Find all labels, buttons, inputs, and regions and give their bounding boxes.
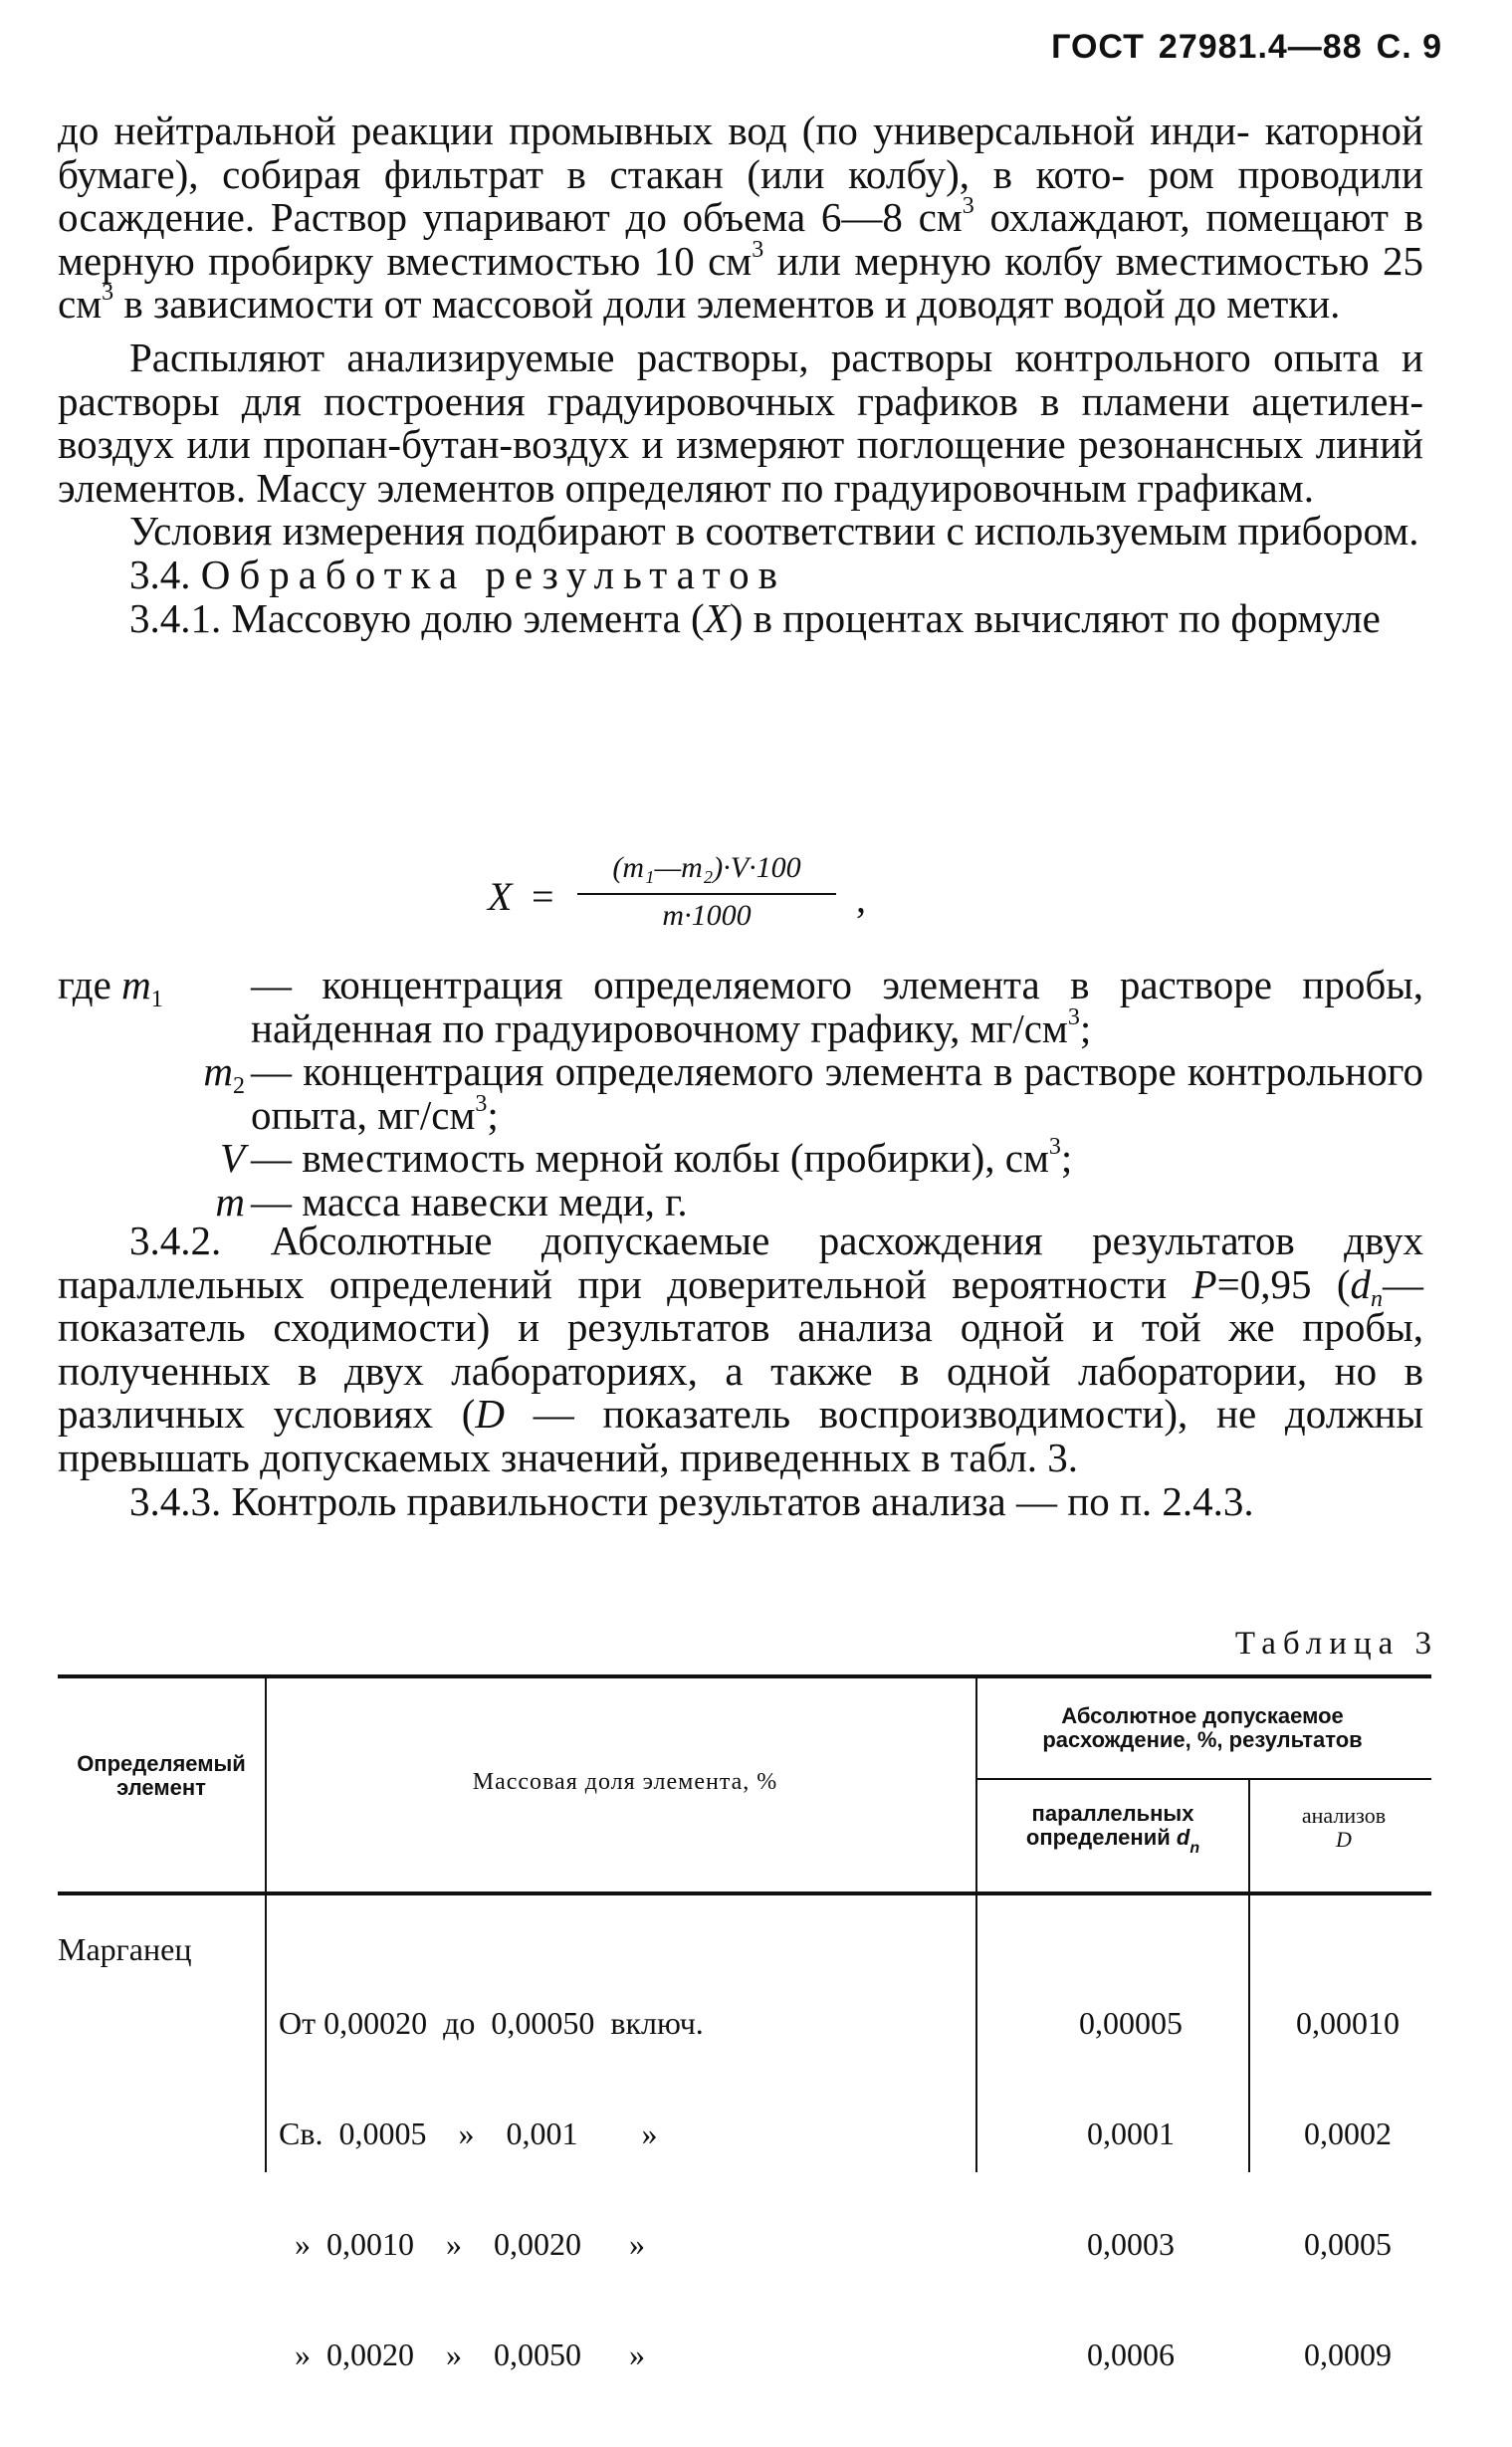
cell-dn-values: 0,00005 0,0001 0,0003 0,0006 xyxy=(1079,2005,1183,2372)
header-parallel: параллельных определений $d_n$ xyxy=(1025,1801,1200,1857)
table-top-rule xyxy=(58,1674,1431,1678)
table-row: » 0,0010 » 0,0020 » xyxy=(279,2226,645,2262)
header-standard: ГОСТ xyxy=(1051,28,1145,66)
formula-denominator: m·1000 xyxy=(662,899,752,932)
header-element: Определяемый элемент xyxy=(77,1751,246,1800)
cell-element: Марганец xyxy=(58,1931,192,1967)
paragraph-3: Условия измерения подбирают в соответствии с используемым прибором. xyxy=(129,508,1419,555)
table-row: » 0,0020 » 0,0050 » xyxy=(279,2336,645,2372)
table-subheader-rule xyxy=(975,1778,1431,1780)
formula-fraction-bar xyxy=(577,893,836,895)
table-divider xyxy=(975,1674,977,2172)
cell-ranges xyxy=(279,1931,704,2447)
header-mass-fraction: Массовая доля элемента, % xyxy=(472,1769,778,1795)
table-header-rule xyxy=(58,1891,1431,1895)
table-caption: Таблица 3 xyxy=(1234,1626,1438,1662)
table-row: Св. 0,0005 » 0,001 » xyxy=(279,2115,658,2151)
paragraph-1: до нейтральной реакции промывных вод (по универсальной инди- каторной бумаге), собирая фильтрат в стакан (или колбу), в кото- ром проводили осаждение. Раствор упаривают до объема 6—8 $см^3$ охлаждают, помещают в мерную пробирку вместимостью 10 $см^3$ или мерную колбу вместимостью 25 $см^3$ в зависимости от массовой доли элементов и доводят водой до метки. xyxy=(58,108,1424,328)
paragraph-5: 3.4.2. Абсолютные допускаемые расхождения результатов двух параллельных определений при доверительной вероятности P=0,95 ($d_n—$ показатель сходимости) и результатов анализа одной и той же пробы, полученных в двух лабораториях, а также в одной лаборатории, но в различных условиях (D — показатель воспроизводимости), не должны превышать допускаемых значений, приведенных в табл. 3. xyxy=(58,1218,1424,1480)
definition-m1: где $m_1$ — концентрация определяемого элемента в растворе пробы, найденная по градуировочному графику, $мг/см^3$; xyxy=(58,962,1423,1051)
formula-numerator: (m₁—m₂)·V·100 xyxy=(612,851,801,884)
paragraph-2: Распыляют анализируемые растворы, растворы контрольного опыта и растворы для построения градуировочных графиков в пламени ацетилен-воздух или пропан-бутан-воздух и измеряют поглощение резонансных линий элементов. Массу элементов определяют по градуировочным графикам. xyxy=(58,334,1423,511)
table-divider xyxy=(265,1674,267,2172)
header-abs-group: Абсолютное допускаемое расхождение, %, результатов xyxy=(1042,1703,1363,1752)
mass-fraction-formula: X = (m₁—m₂)·V·100 m·1000 , xyxy=(488,851,866,932)
definition-m2: $m_2$ — концентрация определяемого элемента в растворе контрольного опыта, $мг/см^3$; xyxy=(203,1048,1423,1138)
body-text xyxy=(58,110,1423,640)
paragraph-6: 3.4.3. Контроль правильности результатов анализа — по п. 2.4.3. xyxy=(129,1477,1254,1524)
header-number: 27981.4—88 xyxy=(1158,28,1363,66)
results-text xyxy=(58,1220,1423,1523)
paragraph-4: 3.4.1. Массовую долю элемента (X) в процентах вычисляют по формуле xyxy=(129,594,1381,641)
variable-definitions xyxy=(58,964,1423,1224)
section-heading: 3.4. Обработка результатов xyxy=(129,551,787,597)
table-row: От 0,00020 до 0,00050 включ. xyxy=(279,2005,704,2041)
definition-v: V — вместимость мерной колбы (пробирки), $см^3$; xyxy=(219,1134,1073,1182)
page-header xyxy=(1037,28,1442,67)
header-page: С. 9 xyxy=(1376,28,1442,66)
header-analyses: анализов D xyxy=(1301,1803,1387,1852)
definition-m: m — масса навески меди, г. xyxy=(215,1178,688,1224)
cell-d-values: 0,00010 0,0002 0,0005 0,0009 xyxy=(1296,2005,1400,2372)
